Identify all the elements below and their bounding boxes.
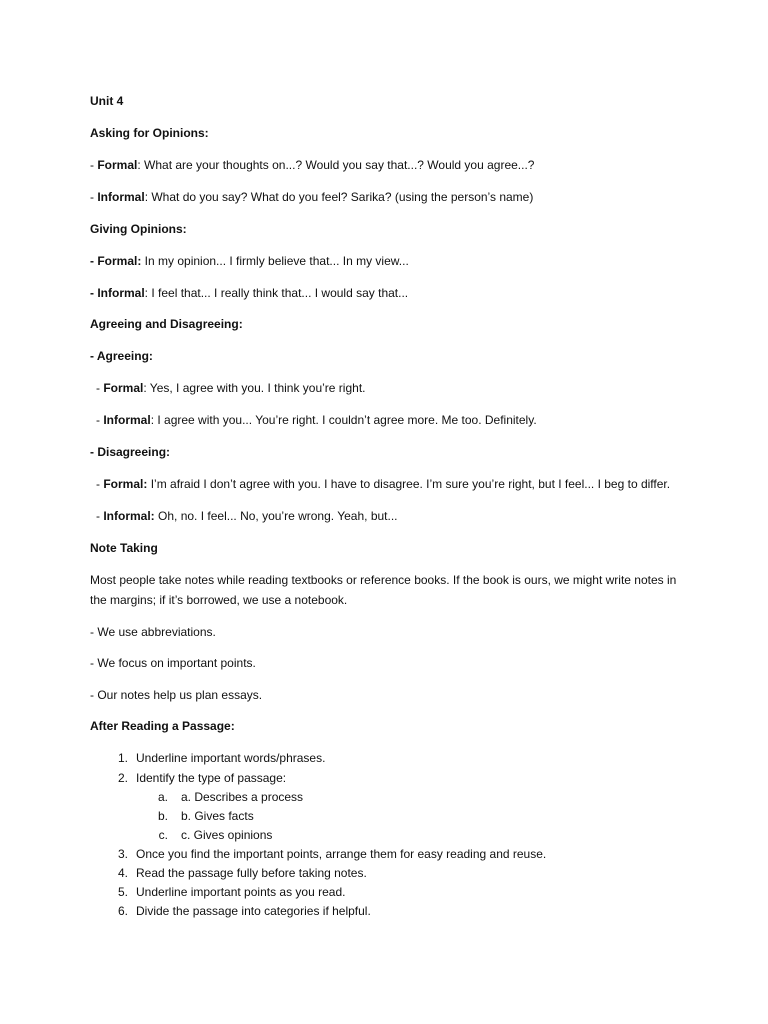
asking-informal-line [90,189,533,205]
disagreeing-formal-line [96,476,670,492]
unit-title: Unit 4 [90,94,124,108]
formal-label: - Formal: [90,254,142,268]
sub-item-letter: b. [157,809,168,823]
formal-text: In my opinion... I firmly believe that... In my view... [141,254,409,268]
note-taking-paragraph: Most people take notes while reading textbooks or reference books. If the book is ours, we might write notes in the margins; if it’s borrowed, we use a notebook. [90,573,677,607]
sub-item-text: a. Describes a process [181,790,304,804]
giving-heading: Giving Opinions: [90,222,187,236]
informal-text: Oh, no. I feel... No, you’re wrong. Yeah, but... [154,509,398,523]
agree-heading: Agreeing and Disagreeing: [90,317,243,331]
list-item-text: Once you find the important points, arrange them for easy reading and reuse. [136,847,547,861]
formal-text: : What are your thoughts on...? Would you say that...? Would you agree...? [137,158,535,172]
disagreeing-informal-line [96,508,398,524]
list-item-text: Underline important points as you read. [136,885,346,899]
list-item-text: Identify the type of passage: [136,771,287,785]
list-item-text: Divide the passage into categories if helpful. [136,904,371,918]
informal-label: Informal: [103,509,155,523]
list-item-number: 3. [117,847,128,861]
sub-item-text: c. Gives opinions [181,828,273,842]
bullet-dash: - [96,477,104,491]
agreeing-formal-line [96,380,365,396]
formal-label: Formal: [103,477,148,491]
list-item-number: 4. [117,866,128,880]
asking-heading: Asking for Opinions: [90,126,209,140]
formal-label: Formal [97,158,138,172]
agreeing-informal-line [96,412,537,428]
note-bullet-3: - Our notes help us plan essays. [90,688,263,702]
informal-text: : What do you say? What do you feel? Sarika? (using the person’s name) [144,190,534,204]
formal-text: : Yes, I agree with you. I think you’re right. [143,381,366,395]
list-item-number: 6. [117,904,128,918]
bullet-dash: - [96,381,104,395]
bullet-dash: - [96,509,104,523]
informal-label: - Informal [90,286,145,300]
list-item-text: Underline important words/phrases. [136,751,326,765]
list-item-number: 1. [117,751,128,765]
note-bullet-1: - We use abbreviations. [90,625,216,639]
agreeing-label: - Agreeing: [90,349,153,363]
disagreeing-label: - Disagreeing: [90,445,171,459]
bullet-dash: - [96,413,104,427]
bullet-dash: - [90,190,98,204]
informal-text: : I feel that... I really think that... I would say that... [144,286,409,300]
formal-label: Formal [103,381,144,395]
note-taking-heading: Note Taking [90,541,158,555]
list-item-text: Read the passage fully before taking notes. [136,866,367,880]
sub-item-letter: c. [158,828,168,842]
list-item-number: 2. [117,771,128,785]
list-item-number: 5. [117,885,128,899]
bullet-dash: - [90,158,98,172]
giving-formal-line [90,253,409,269]
formal-text: I’m afraid I don’t agree with you. I have to disagree. I’m sure you’re right, but I feel... I beg to differ. [147,477,671,491]
informal-label: Informal [97,190,145,204]
sub-item-letter: a. [157,790,168,804]
informal-text: : I agree with you... You’re right. I couldn’t agree more. Me too. Definitely. [150,413,537,427]
after-reading-heading: After Reading a Passage: [90,719,235,733]
sub-item-text: b. Gives facts [181,809,254,823]
note-bullet-2: - We focus on important points. [90,656,256,670]
asking-formal-line [90,157,534,173]
informal-label: Informal [103,413,151,427]
giving-informal-line [90,285,408,301]
